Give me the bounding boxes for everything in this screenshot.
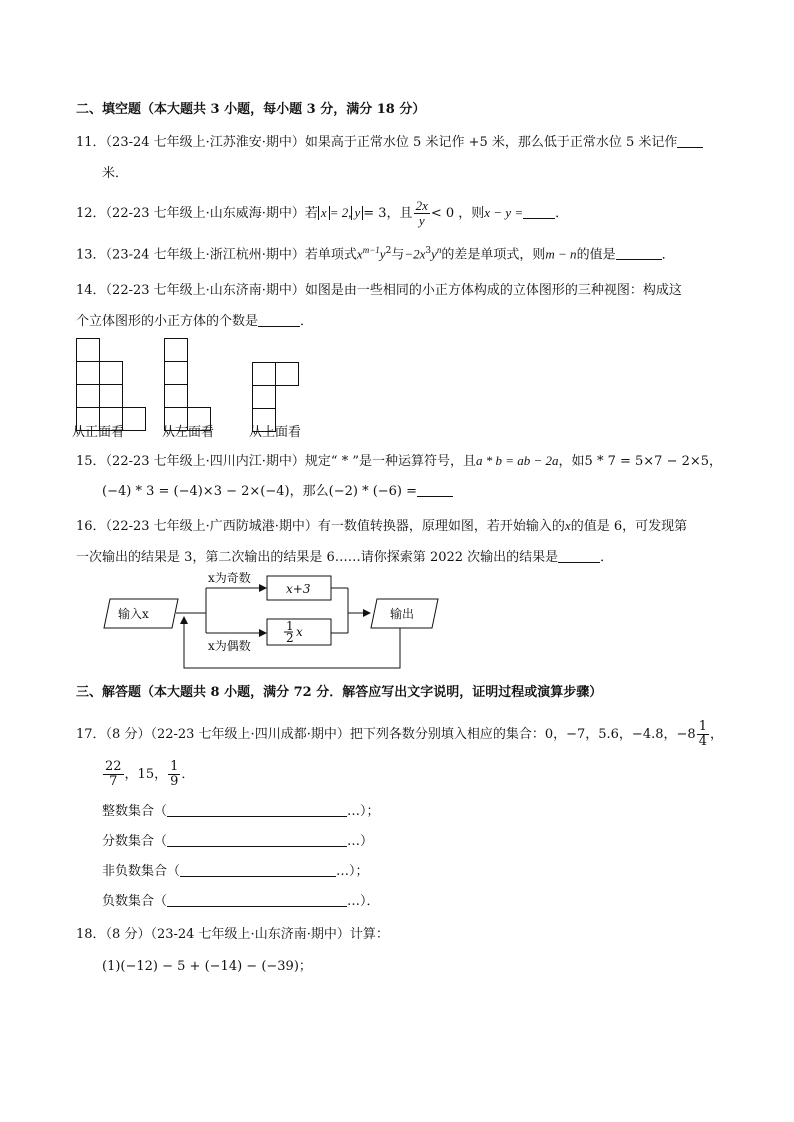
q16-line2-text: 一次输出的结果是 3，第二次输出的结果是 6……请你探索第 2022 次输出的结果是 bbox=[76, 550, 559, 565]
question-15 bbox=[76, 452, 722, 471]
q17-frac-num: 22 bbox=[105, 759, 122, 774]
left-view-cell bbox=[164, 361, 188, 385]
q13-mono2-exp: 3 bbox=[425, 246, 432, 256]
section2-title: 二、填空题（本大题共 3 小题，每小题 3 分，满分 18 分） bbox=[76, 102, 426, 117]
q13-mid: 与 bbox=[391, 247, 405, 263]
question-12 bbox=[76, 199, 568, 228]
q12-frac-den: y bbox=[418, 213, 425, 228]
set-negative-tail: …）． bbox=[347, 894, 380, 909]
output-label: 输出 bbox=[390, 607, 415, 621]
input-label: 输入x bbox=[118, 607, 149, 621]
q15-ask: (−2) * (−6) = bbox=[328, 484, 418, 499]
set-negative-label: 负数集合（ bbox=[102, 894, 168, 909]
q17-frac-den: 7 bbox=[109, 774, 118, 789]
set-integers bbox=[102, 803, 380, 821]
q11-tail: 米． bbox=[102, 166, 129, 181]
front-view-cell bbox=[122, 407, 146, 431]
section3-title: 三、解答题（本大题共 8 小题，满分 72 分．解答应写出文字说明，证明过程或演算步骤） bbox=[76, 685, 603, 700]
q12-answer-blank[interactable] bbox=[523, 205, 555, 219]
q17-text: （22-23 七年级上·四川成都·期中）把下列各数分别填入相应的集合：0，−7，5.6，−4.8， bbox=[150, 727, 677, 742]
set-nonnegative-tail: …）； bbox=[336, 864, 369, 879]
set-fractions-label: 分数集合（ bbox=[102, 834, 168, 849]
front-view-label: 从正面看 bbox=[72, 425, 125, 440]
q15-example: 5 * 7 = 5×7 − 2×5 bbox=[584, 454, 710, 469]
left-view-cell bbox=[164, 338, 188, 362]
set-negative-blank[interactable] bbox=[167, 893, 347, 907]
q15-example-end: ， bbox=[709, 454, 723, 469]
q14-number: 14． bbox=[76, 283, 106, 298]
top-view-cell bbox=[275, 362, 299, 386]
q17-frac2-den: 9 bbox=[170, 774, 179, 789]
q12-frac-num: 2x bbox=[415, 198, 428, 213]
q13-answer-blank[interactable] bbox=[616, 246, 662, 260]
q13-ask: m − n bbox=[545, 246, 577, 262]
set-fractions bbox=[102, 833, 373, 851]
even-box-den: 2 bbox=[286, 631, 294, 645]
q17-mid: ，15， bbox=[124, 767, 168, 782]
q14-text: （22-23 七年级上·山东济南·期中）如图是由一些相同的小正方体构成的立体图形的三种视图：构成这 bbox=[105, 283, 682, 298]
q17-line2 bbox=[102, 760, 194, 789]
q16-text: （22-23 七年级上·广西防城港·期中）有一数值转换器，原理如图，若开始输入的 bbox=[105, 519, 565, 534]
q12-cond1: = 2, bbox=[329, 205, 352, 220]
q12-fraction bbox=[414, 199, 430, 228]
q17-mixed-den: 4 bbox=[698, 734, 707, 749]
q17-mixed-end: ， bbox=[709, 727, 723, 742]
set-fractions-tail: …） bbox=[347, 834, 374, 849]
set-nonnegative bbox=[102, 863, 369, 881]
q17-fraction-1-9 bbox=[168, 760, 180, 789]
q16-text-b: 的值是 6，可发现第 bbox=[570, 519, 688, 534]
set-fractions-blank[interactable] bbox=[167, 833, 347, 847]
converter-diagram bbox=[100, 572, 440, 672]
q12-ask: x − y = bbox=[484, 205, 524, 220]
set-nonnegative-blank[interactable] bbox=[180, 863, 336, 877]
q16-line2 bbox=[76, 549, 613, 567]
odd-box-label: x+3 bbox=[286, 582, 311, 596]
q15-text: （22-23 七年级上·四川内江·期中）规定“ * ”是一种运算符号，且 bbox=[105, 454, 476, 469]
q13-mono1-y: y bbox=[379, 246, 386, 262]
q13-mono1-exp: m−1 bbox=[362, 245, 380, 255]
q15-answer-blank[interactable] bbox=[417, 483, 453, 497]
q12-end: ． bbox=[555, 206, 569, 221]
q13-mono2-x: −2x bbox=[404, 246, 426, 262]
question-16 bbox=[76, 517, 687, 536]
question-11 bbox=[76, 134, 703, 152]
q14-line2 bbox=[76, 313, 313, 331]
left-view-cell bbox=[164, 384, 188, 408]
q17-score: （8 分） bbox=[105, 727, 151, 742]
q18-score: （8 分） bbox=[105, 927, 151, 942]
even-label: x为偶数 bbox=[208, 639, 251, 653]
q14-end: ． bbox=[300, 314, 314, 329]
front-view-cell bbox=[76, 384, 100, 408]
q12-text: （22-23 七年级上·山东威海·期中）若 bbox=[105, 206, 318, 221]
q11-text: （23-24 七年级上·江苏淮安·期中）如果高于正常水位 5 米记作 +5 米，那么低于正常水位 5 米记作 bbox=[105, 135, 678, 150]
set-nonnegative-label: 非负数集合（ bbox=[102, 864, 181, 879]
set-integers-blank[interactable] bbox=[167, 803, 347, 817]
q17-mixed-num: 1 bbox=[698, 719, 707, 734]
front-view-cell bbox=[99, 361, 123, 385]
q13-mono1-x: x bbox=[356, 246, 363, 262]
q15-rule: a * b = ab − 2a bbox=[475, 453, 559, 468]
q12-cond3: < 0 ，则 bbox=[430, 206, 485, 221]
set-integers-label: 整数集合（ bbox=[102, 804, 168, 819]
even-box-var: x bbox=[296, 625, 303, 639]
top-view-cell bbox=[252, 362, 276, 386]
q14-answer-blank[interactable] bbox=[258, 313, 300, 327]
q17-fraction-22-7 bbox=[103, 760, 124, 789]
q17-frac2-num: 1 bbox=[170, 759, 179, 774]
q16-answer-blank[interactable] bbox=[558, 549, 600, 563]
q12-abs-y: y bbox=[351, 206, 363, 220]
q13-after: 的差是单项式，则 bbox=[441, 247, 546, 263]
q13-text: （23-24 七年级上·浙江杭州·期中）若单项式 bbox=[105, 247, 357, 263]
q12-number: 12． bbox=[76, 206, 106, 221]
front-view-cell bbox=[76, 361, 100, 385]
q15-line2-mid: ，那么 bbox=[289, 484, 329, 499]
question-13 bbox=[76, 241, 675, 264]
q13-ask-tail: 的值是 bbox=[576, 247, 616, 263]
top-view-cell bbox=[252, 385, 276, 409]
q13-mono2-yexp: n bbox=[436, 245, 442, 255]
q17-number: 17． bbox=[76, 727, 106, 742]
odd-label: x为奇数 bbox=[208, 572, 251, 585]
q15-line2 bbox=[102, 483, 453, 501]
q16-number: 16． bbox=[76, 519, 106, 534]
q18-sub1-expr: (−12) − 5 + (−14) − (−39)； bbox=[120, 959, 312, 974]
q14-line2-text: 个立体图形的小正方体的个数是 bbox=[76, 314, 259, 329]
q11-answer-blank[interactable] bbox=[677, 134, 703, 148]
q13-mono1-yexp: 2 bbox=[385, 246, 392, 256]
front-view-cell bbox=[76, 338, 100, 362]
q17-mixed-fraction bbox=[697, 720, 709, 749]
top-view-label: 从上面看 bbox=[249, 425, 302, 440]
q17-end: ． bbox=[181, 767, 195, 782]
left-view-label: 从左面看 bbox=[162, 425, 215, 440]
q11-number: 11． bbox=[76, 135, 106, 150]
question-18 bbox=[76, 926, 389, 944]
q18-sub1-label: (1) bbox=[102, 959, 121, 974]
q18-sub1 bbox=[102, 958, 312, 976]
set-integers-tail: …）； bbox=[347, 804, 380, 819]
q17-mixed-whole: −8 bbox=[676, 727, 696, 742]
front-view-cell bbox=[99, 384, 123, 408]
q15-line2-expr: (−4) * 3 = (−4)×3 − 2×(−4) bbox=[102, 484, 290, 499]
question-17 bbox=[76, 720, 723, 749]
q15-number: 15． bbox=[76, 454, 106, 469]
q12-abs-x: x bbox=[318, 206, 330, 220]
q13-number: 13． bbox=[76, 247, 106, 263]
even-box-num: 1 bbox=[286, 619, 294, 633]
q16-end: ． bbox=[600, 550, 614, 565]
q15-example-lead: ，如 bbox=[558, 454, 585, 469]
q13-mono2-y: y bbox=[431, 246, 437, 262]
set-negative bbox=[102, 893, 380, 911]
q18-number: 18． bbox=[76, 927, 106, 942]
q18-text: （23-24 七年级上·山东济南·期中）计算： bbox=[150, 927, 389, 942]
q16-var: x bbox=[564, 518, 571, 533]
q12-cond2: = 3，且 bbox=[363, 206, 413, 221]
q13-end: ． bbox=[661, 247, 675, 263]
question-14 bbox=[76, 282, 682, 300]
